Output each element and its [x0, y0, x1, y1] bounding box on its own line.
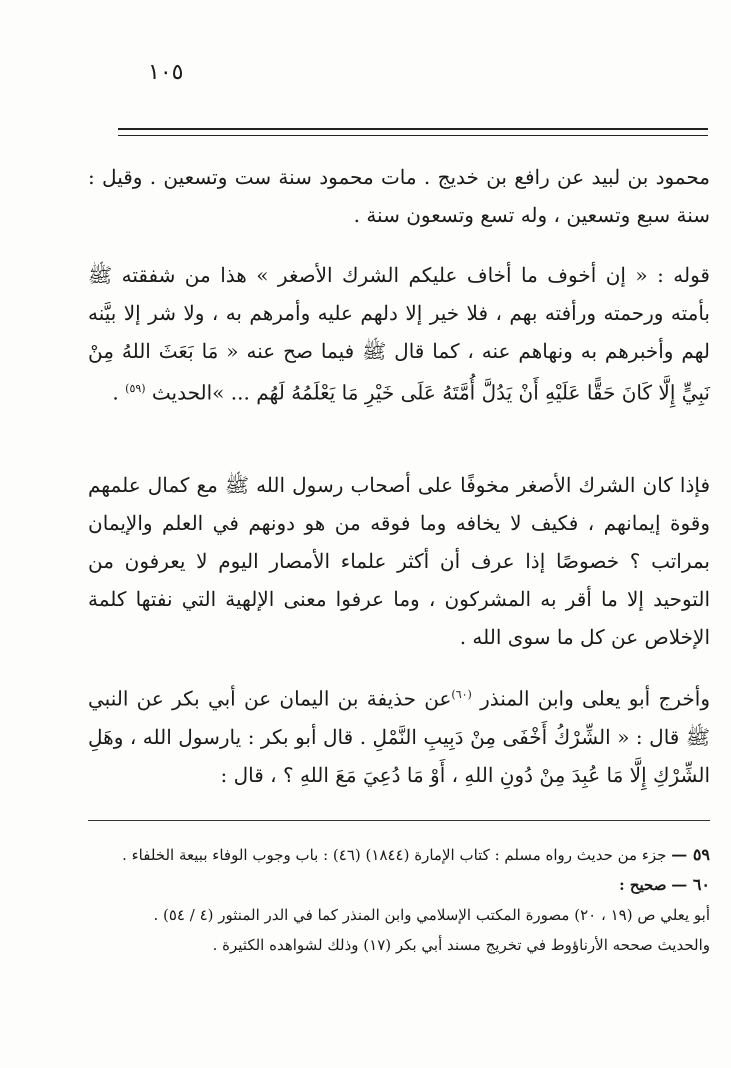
footnote-60: [88, 872, 710, 898]
footnote-ref-59: (٥٩): [125, 382, 146, 395]
footnote-59: [88, 842, 710, 868]
footnote-60-line-1: أبو يعلي ص (١٩ ، ٢٠) مصورة المكتب الإسلامي وابن المنذر كما في الدر المنثور (٤ / ٥٤) .: [153, 906, 710, 924]
footnote-59-number: ٥٩ —: [671, 845, 710, 864]
paragraph-commentary-text: قوله : « إن أخوف ما أخاف عليكم الشرك الأصغر » هذا من شفقته ﷺ بأمته ورحمته ورأفته بهم ، فلا خير إلا دلهم عليه وأمرهم به ، ولا شر إلا بيَّنه لهم وأخبرهم به ونهاهم عنه ، كما قال ﷺ فيما صح عنه « مَا بَعَثَ اللهُ مِنْ نَبِيٍّ إِلَّا كَانَ حَقًّا عَلَيْهِ أَنْ يَدُلَّ أُمَّتَهُ عَلَى خَيْرِ مَا يَعْلَمُهُ لَهُم ... »الحديث: [88, 263, 710, 405]
footnote-60-number: ٦٠ —: [671, 875, 710, 894]
footnote-ref-60: (٦٠): [451, 688, 472, 701]
header-rule-thin: [118, 135, 708, 136]
footnote-59-text: جزء من حديث رواه مسلم : كتاب الإمارة (١٨٤٤) (٤٦) : باب وجوب الوفاء ببيعة الخلفاء .: [122, 846, 667, 864]
paragraph-hadith-after: عن حذيفة بن اليمان عن أبي بكر عن النبي ﷺ قال : « الشِّرْكُ أَخْفَى مِنْ دَبِيبِ النَّمْلِ . قال أبو بكر : يارسول الله ، وهَلِ الشِّرْكِ إِلَّا مَا عُبِدَ مِنْ دُونِ اللهِ ، أَوْ مَا دُعِيَ مَعَ اللهِ ؟ ، قال :: [88, 686, 710, 787]
paragraph-shirk-warning: فإذا كان الشرك الأصغر مخوفًا على أصحاب رسول الله ﷺ مع كمال علمهم وقوة إيمانهم ، فكيف لا يخافه وما فوقه من هو دونهم في العلم والإيمان بمراتب ؟ خصوصًا إذا عرف أن أكثر علماء الأمصار اليوم لا يعرفون من التوحيد إلا ما أقر به المشركون ، وما عرفوا معنى الإلهية التي نفتها كلمة الإخلاص عن كل ما سوى الله .: [88, 473, 711, 649]
paragraph-hadith-before: وأخرج أبو يعلى وابن المنذر: [480, 686, 710, 711]
footnote-60-line-2: والحديث صححه الأرناؤوط في تخريج مسند أبي بكر (١٧) وذلك لشواهده الكثيرة .: [212, 936, 710, 954]
footnotes: [88, 842, 710, 962]
page-number: ١٠٥: [148, 60, 184, 85]
paragraph-commentary: قوله : « إن أخوف ما أخاف عليكم الشرك الأصغر » هذا من شفقته ﷺ بأمته ورحمته ورأفته بهم ، فلا خير إلا دلهم عليه وأمرهم به ، ولا شر إلا بيَّنه لهم وأخبرهم به ونهاهم عنه ، كما قال ﷺ فيما صح عنه « مَا بَعَثَ اللهُ مِنْ نَبِيٍّ إِلَّا كَانَ حَقًّا عَلَيْهِ أَنْ يَدُلَّ أُمَّتَهُ عَلَى خَيْرِ مَا يَعْلَمُهُ لَهُم ... »الحديث $^{(٥٩)}$ .: [88, 263, 710, 405]
paragraph-narrator-note: محمود بن لبيد عن رافع بن خديج . مات محمود سنة ست وتسعين . وقيل : سنة سبع وتسعين ، وله تسع وتسعون سنة .: [88, 165, 710, 227]
footnote-60-heading: صحيح :: [619, 876, 667, 894]
paragraph-hadith-narration: [88, 676, 710, 794]
header-rule-thick: [118, 128, 708, 130]
footnote-separator: [88, 820, 710, 821]
